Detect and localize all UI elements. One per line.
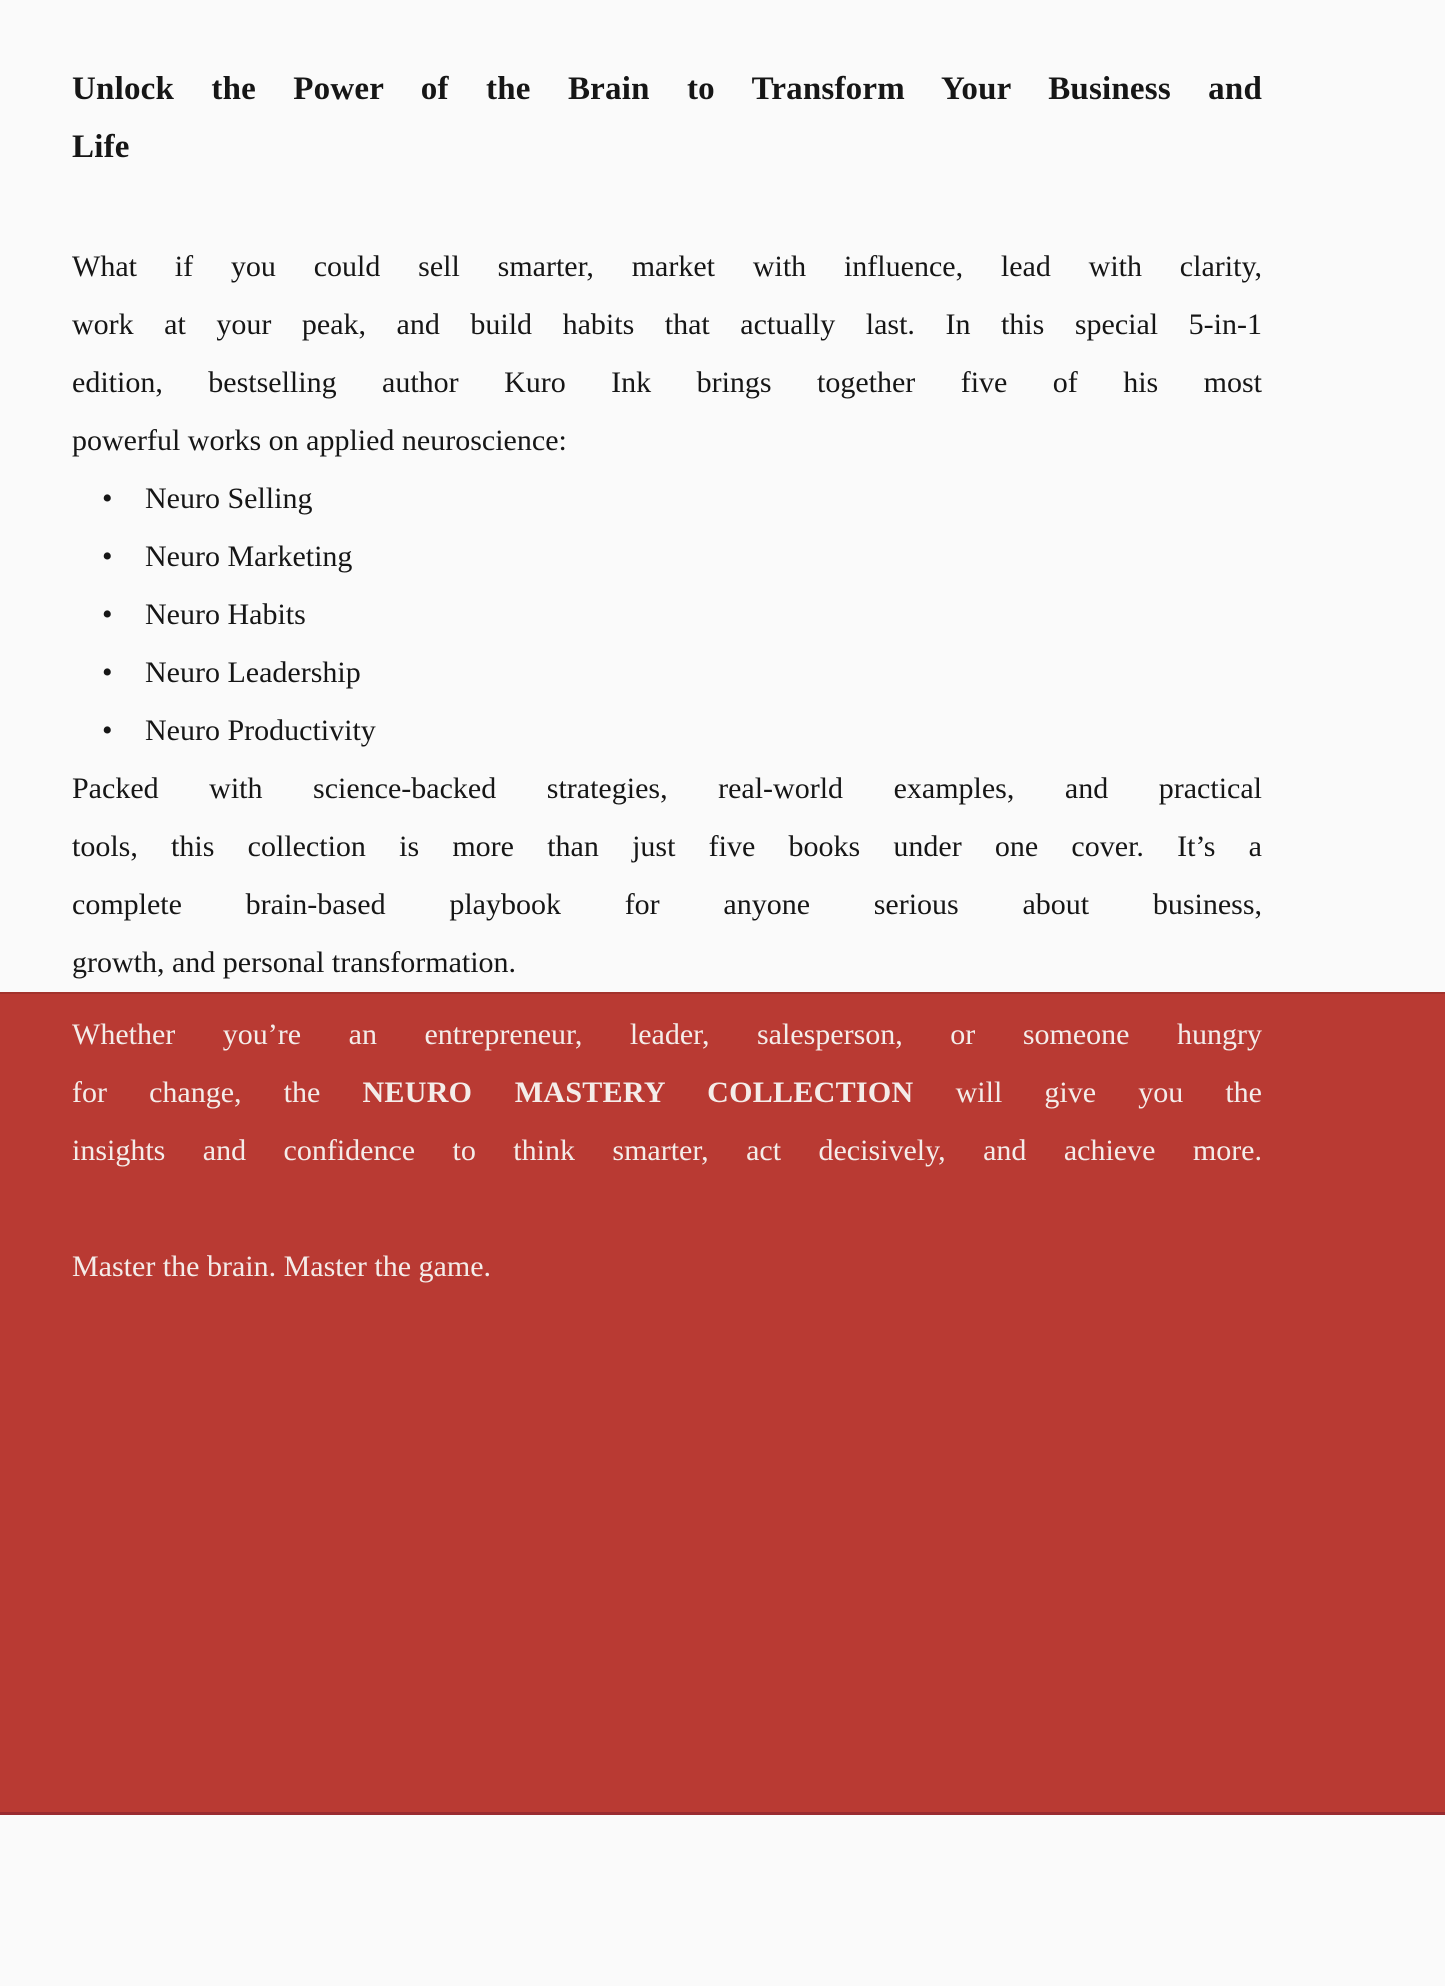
- tagline: Master the brain. Master the game.: [72, 1250, 492, 1283]
- collection-name: NEURO MASTERY COLLECTION: [362, 1076, 914, 1109]
- book-title: Neuro Leadership: [145, 656, 361, 689]
- list-item: [72, 470, 1262, 528]
- book-title: Neuro Marketing: [145, 540, 353, 573]
- paragraph-line: Packed with science-backed strategies, real-world examples, and practical: [72, 772, 1262, 805]
- paragraph-line: powerful works on applied neuroscience:: [72, 424, 567, 457]
- tagline-row: [72, 1238, 1262, 1296]
- paragraph-line: insights and confidence to think smarter, act decisively, and achieve more.: [72, 1134, 1262, 1167]
- page-title: [72, 60, 1262, 176]
- book-title: Neuro Productivity: [145, 714, 376, 747]
- list-item: [72, 586, 1262, 644]
- paragraph-line: [72, 1064, 1262, 1122]
- line-prefix: for change, the: [72, 1076, 363, 1109]
- list-item: [72, 702, 1262, 760]
- paragraph-line: complete brain-based playbook for anyone serious about business,: [72, 888, 1262, 921]
- book-list: [72, 470, 1262, 760]
- paragraph-line: tools, this collection is more than just five books under one cover. It’s a: [72, 830, 1262, 863]
- book-title: Neuro Habits: [145, 598, 306, 631]
- paragraph-line: What if you could sell smarter, market with influence, lead with clarity,: [72, 250, 1262, 283]
- paragraph-line: Whether you’re an entrepreneur, leader, salesperson, or someone hungry: [72, 1018, 1262, 1051]
- list-item: [72, 644, 1262, 702]
- bottom-margin: [0, 1815, 1445, 1983]
- whether-paragraph: [72, 1006, 1262, 1180]
- description-section: [0, 0, 1445, 992]
- line-suffix: will give you the: [913, 1076, 1262, 1109]
- packed-paragraph: [72, 760, 1262, 992]
- paragraph-line: work at your peak, and build habits that actually last. In this special 5-in-1: [72, 308, 1262, 341]
- paragraph-line: edition, bestselling author Kuro Ink brings together five of his most: [72, 366, 1262, 399]
- page-title-line: Unlock the Power of the Brain to Transform Your Business and: [72, 71, 1262, 107]
- intro-paragraph: [72, 238, 1262, 470]
- paragraph-line: growth, and personal transformation.: [72, 946, 517, 979]
- highlight-section: [0, 992, 1445, 1815]
- page-title-line: Life: [72, 129, 130, 165]
- list-item: [72, 528, 1262, 586]
- book-title: Neuro Selling: [145, 482, 313, 515]
